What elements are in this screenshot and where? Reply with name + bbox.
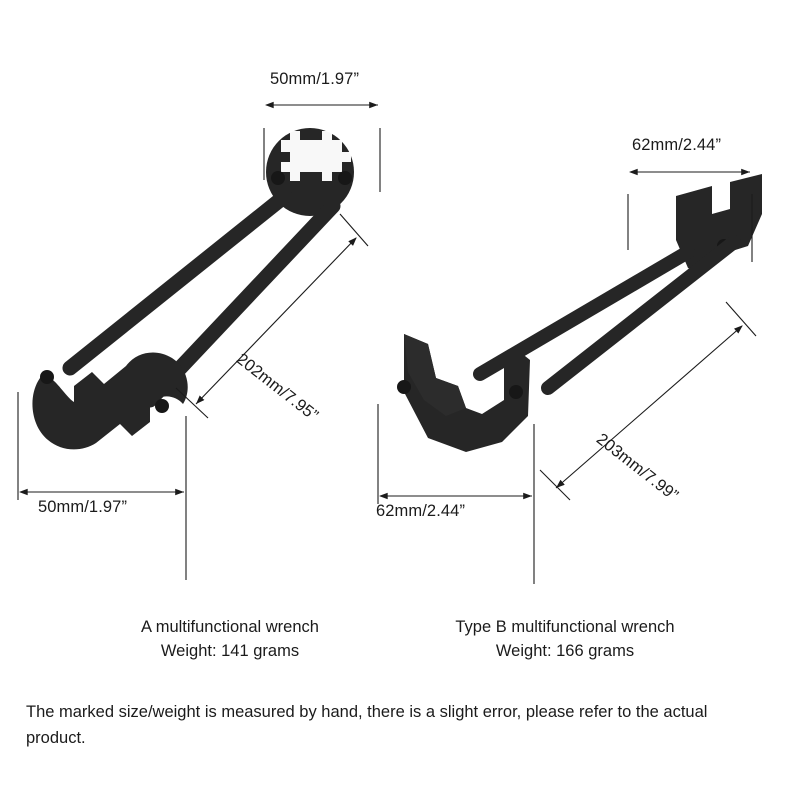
wrench-b-bottom-width-label: 62mm/2.44” — [376, 502, 466, 520]
wrench-a-length-label: 202mm/7.95” — [232, 350, 322, 425]
wrench-b-length-label: 203mm/7.99” — [592, 430, 682, 505]
wrench-a-bottom-width-label: 50mm/1.97” — [38, 498, 128, 516]
wrench-b-caption — [382, 616, 748, 664]
footnote-text: The marked size/weight is measured by hand, there is a slight error, please refer to the actual product. — [26, 703, 708, 747]
wrench-a-caption-weight: Weight: 141 grams — [160, 641, 300, 660]
wrench-a-top-width-label: 50mm/1.97” — [270, 70, 360, 88]
wrench-a-open-head — [32, 352, 187, 449]
wrench-a-caption-name: A multifunctional wrench — [141, 618, 319, 636]
wrench-b-caption-weight: Weight: 166 grams — [495, 641, 635, 660]
wrench-b-body — [397, 174, 762, 452]
wrench-b-caption-name: Type B multifunctional wrench — [455, 618, 675, 636]
wrench-a-caption — [60, 616, 400, 664]
wrench-b-top-width-label: 62mm/2.44” — [632, 136, 722, 154]
